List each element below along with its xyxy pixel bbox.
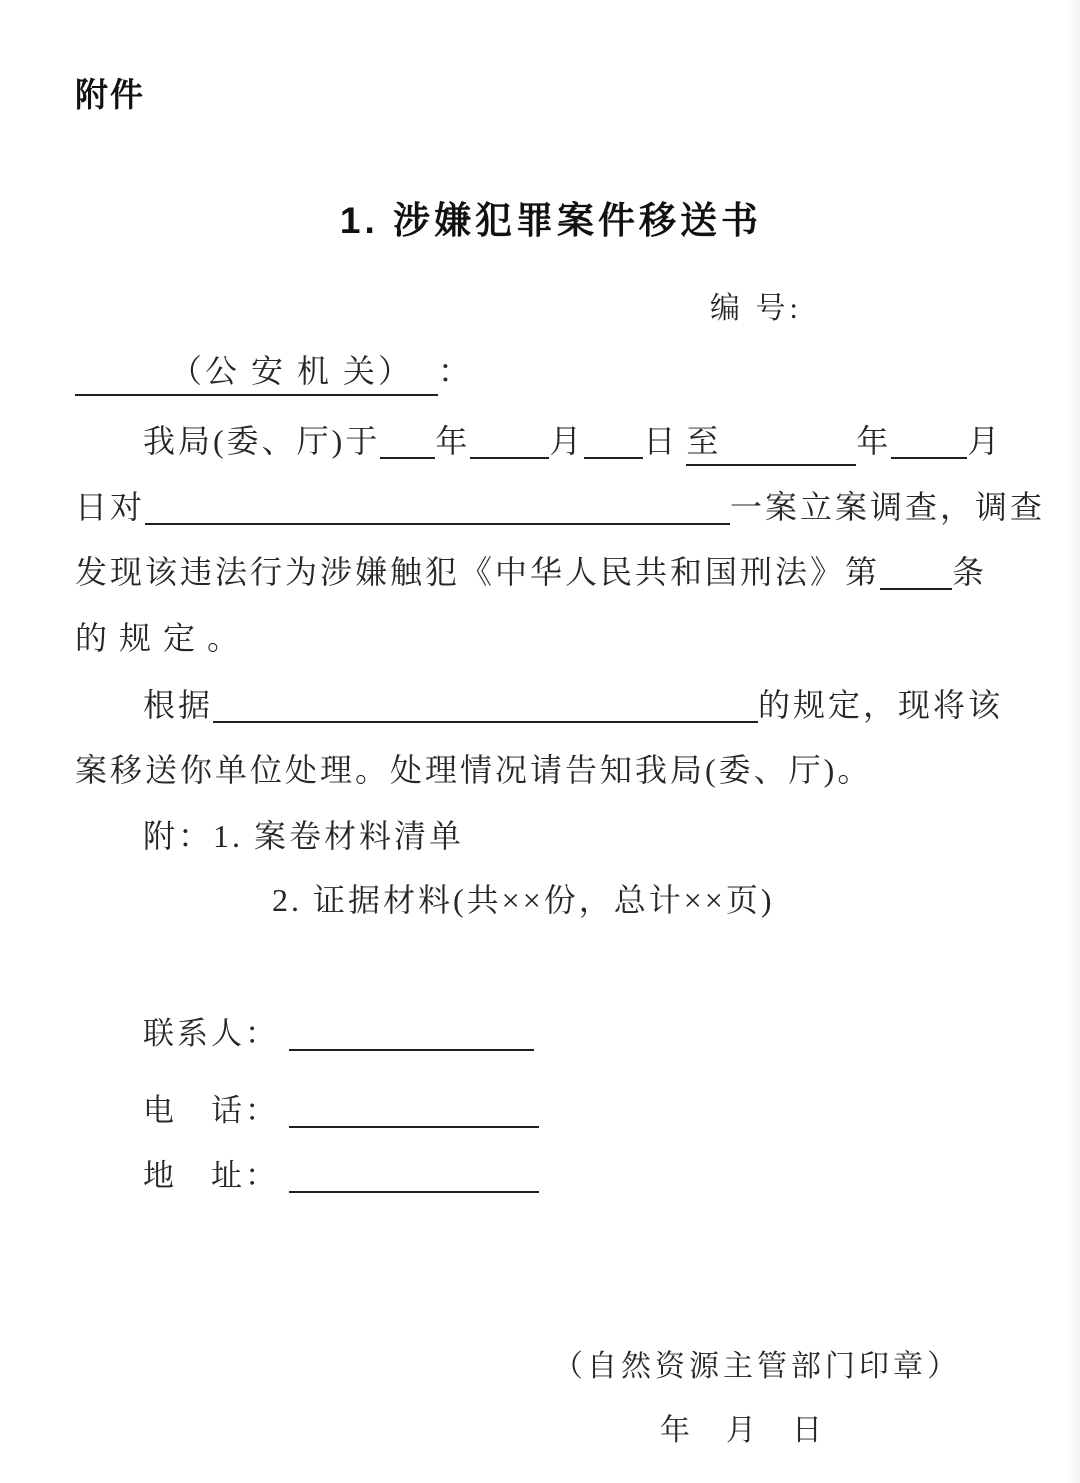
legal-basis-line — [143, 684, 1003, 726]
contact-person-row — [143, 1013, 534, 1055]
provision-line: 的规定。 — [75, 620, 252, 656]
attachment-label: 附件 — [75, 76, 145, 113]
start-day-blank — [584, 422, 643, 459]
attachment-item-2: 2. 证据材料(共××份，总计××页) — [272, 882, 775, 918]
to-label: 至 — [686, 423, 722, 459]
contact-phone-blank — [289, 1092, 539, 1128]
contact-phone-row — [143, 1090, 539, 1132]
month-label-2: 月 — [967, 423, 1003, 459]
case-name-pre: 日对 — [75, 489, 146, 525]
contact-person-label: 联系人： — [143, 1016, 279, 1051]
legal-basis-blank — [213, 686, 758, 723]
legal-basis-pre: 根据 — [143, 687, 214, 723]
attachment-item-1: 1. 案卷材料清单 — [213, 818, 465, 854]
contact-phone-label: 电 话： — [143, 1093, 279, 1128]
criminal-law-pre: 发现该违法行为涉嫌触犯《中华人民共和国刑法》第 — [75, 554, 881, 590]
case-name-line — [75, 486, 1045, 528]
criminal-law-line — [75, 551, 987, 593]
document-title: 1. 涉嫌犯罪案件移送书 — [339, 200, 763, 241]
number-label: 编 号: — [710, 292, 802, 325]
criminal-law-post: 条 — [952, 554, 988, 590]
contact-person-blank — [289, 1015, 534, 1051]
contact-address-blank — [289, 1157, 539, 1193]
year-label-2: 年 — [856, 423, 892, 459]
start-year-blank — [380, 422, 435, 459]
contact-address-label: 地 址： — [143, 1158, 279, 1193]
filing-period-line — [143, 420, 1002, 466]
salutation-colon: ： — [438, 353, 474, 389]
transfer-statement-line: 案移送你单位处理。处理情况请告知我局(委、厅)。 — [75, 752, 873, 788]
recipient-blank-line — [75, 350, 438, 396]
attachments-label: 附： — [143, 818, 214, 854]
contact-address-row — [143, 1155, 539, 1197]
date-placeholder: 年 月 日 — [660, 1414, 825, 1447]
to-underlined — [686, 420, 856, 466]
seal-hint: （自然资源主管部门印章） — [553, 1350, 961, 1383]
case-name-blank — [145, 488, 730, 525]
year-label-1: 年 — [435, 423, 471, 459]
legal-basis-post: 的规定，现将该 — [758, 687, 1004, 723]
recipient-org-hint: （公 安 机 关） — [170, 353, 414, 389]
day-label-1: 日 — [643, 423, 679, 459]
month-label-1: 月 — [549, 423, 585, 459]
case-name-post: 一案立案调查，调查 — [730, 489, 1046, 525]
end-month-blank — [891, 422, 967, 459]
attachment-item-2-line — [272, 879, 775, 921]
article-number-blank — [880, 553, 952, 590]
attachment-item-1-line — [143, 815, 464, 857]
recipient-line — [75, 350, 473, 396]
start-month-blank — [470, 422, 549, 459]
filing-period-text: 我局(委、厅)于 — [143, 423, 381, 459]
